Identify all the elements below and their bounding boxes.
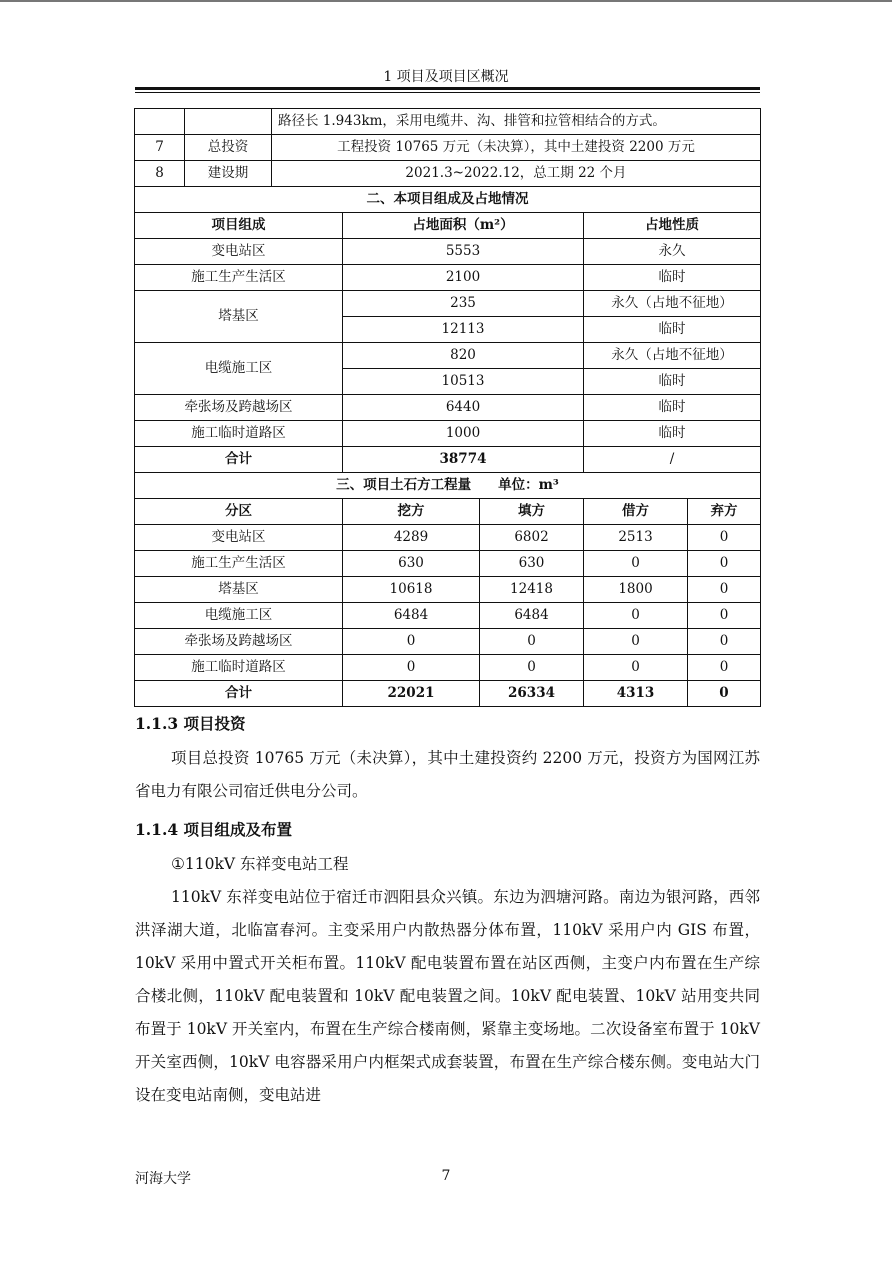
section-title-row — [135, 473, 761, 499]
table-row — [135, 291, 761, 317]
cell-type: 永久（占地不征地） — [584, 291, 761, 317]
total-row — [135, 447, 761, 473]
table-row — [135, 395, 761, 421]
paragraph-text: 项目总投资 10765 万元（未决算），其中土建投资约 2200 万元，投资方为国网江苏省电力有限公司宿迁供电分公司。 — [135, 749, 760, 800]
cell-value: 0 — [343, 655, 480, 681]
cell-area: 235 — [343, 291, 584, 317]
cell-value: 0 — [584, 629, 688, 655]
cell-type: 临时 — [584, 421, 761, 447]
cell-value: 0 — [688, 577, 761, 603]
section-title-row — [135, 187, 761, 213]
section-heading-1-1-4: 1.1.4 项目组成及布置 — [135, 820, 293, 839]
column-header: 占地性质 — [584, 213, 761, 239]
paragraph-text: 110kV 东祥变电站位于宿迁市泗阳县众兴镇。东边为泗塘河路。南边为银河路，西邻洪泽湖大道，北临富春河。主变采用户内散热器分体布置，110kV 采用户内 GIS 布置，10kV 采用中置式开关柜布置。110kV 配电装置布置在站区西侧，主变户内布置在生产综合楼北侧，110kV 配电装置和 10kV 配电装置之间。10kV 配电装置、10kV 站用变共同布置于 10kV 开关室内，布置在生产综合楼南侧，紧靠主变场地。二次设备室布置于 10kV 开关室西侧，10kV 电容器采用户内框架式成套装置，布置在生产综合楼东侧。变电站大门设在变电站南侧，变电站进 — [135, 888, 760, 1104]
cell-area: 820 — [343, 343, 584, 369]
cell-value: 10618 — [343, 577, 480, 603]
cell-type: 临时 — [584, 317, 761, 343]
cell-area: 2100 — [343, 265, 584, 291]
table-row — [135, 161, 761, 187]
cell-value: 0 — [688, 629, 761, 655]
table-row — [135, 655, 761, 681]
cell-value: 4289 — [343, 525, 480, 551]
column-header: 分区 — [135, 499, 343, 525]
cell-value: 0 — [688, 551, 761, 577]
cell-value: 0 — [688, 655, 761, 681]
cell-zone: 施工临时道路区 — [135, 655, 343, 681]
table-row — [135, 239, 761, 265]
cell-type: 永久 — [584, 239, 761, 265]
row-label: 总投资 — [185, 135, 272, 161]
layout-paragraph — [135, 848, 760, 1112]
cell-zone: 塔基区 — [135, 577, 343, 603]
cell-zone: 牵张场及跨越场区 — [135, 629, 343, 655]
section-title: 二、本项目组成及占地情况 — [135, 187, 761, 213]
subheading: ①110kV 东祥变电站工程 — [171, 855, 349, 873]
footer-university: 河海大学 — [135, 1171, 191, 1187]
column-header: 项目组成 — [135, 213, 343, 239]
column-header: 挖方 — [343, 499, 480, 525]
total-type: / — [584, 447, 761, 473]
cell-name: 塔基区 — [135, 291, 343, 343]
total-row — [135, 681, 761, 707]
cell-value: 0 — [688, 603, 761, 629]
cell-value: 2513 — [584, 525, 688, 551]
cell-name: 电缆施工区 — [135, 343, 343, 395]
cell-area: 1000 — [343, 421, 584, 447]
cell-type: 临时 — [584, 369, 761, 395]
cell-area: 6440 — [343, 395, 584, 421]
cell-zone: 变电站区 — [135, 525, 343, 551]
table-row — [135, 629, 761, 655]
cell-value: 0 — [584, 655, 688, 681]
cell-value: 6802 — [480, 525, 584, 551]
cell-name: 施工临时道路区 — [135, 421, 343, 447]
row-number: 7 — [135, 135, 185, 161]
row-label — [185, 109, 272, 135]
cell-value: 0 — [584, 603, 688, 629]
cell-area: 5553 — [343, 239, 584, 265]
cell-value: 630 — [480, 551, 584, 577]
table-row — [135, 577, 761, 603]
row-number — [135, 109, 185, 135]
column-header: 占地面积（m²） — [343, 213, 584, 239]
cell-zone: 电缆施工区 — [135, 603, 343, 629]
total-label: 合计 — [135, 681, 343, 707]
total-value: 26334 — [480, 681, 584, 707]
table-row — [135, 421, 761, 447]
section-heading-1-1-3: 1.1.3 项目投资 — [135, 714, 246, 733]
cell-value: 6484 — [343, 603, 480, 629]
total-value: 0 — [688, 681, 761, 707]
table-header-row — [135, 213, 761, 239]
row-text: 路径长 1.943km，采用电缆井、沟、排管和拉管相结合的方式。 — [272, 109, 761, 135]
total-value: 22021 — [343, 681, 480, 707]
table-row — [135, 343, 761, 369]
table-row — [135, 551, 761, 577]
table-row — [135, 109, 761, 135]
row-text: 2021.3~2022.12，总工期 22 个月 — [272, 161, 761, 187]
cell-value: 0 — [480, 629, 584, 655]
header-rule-thin — [135, 92, 760, 93]
total-area: 38774 — [343, 447, 584, 473]
cell-type: 临时 — [584, 265, 761, 291]
page-header: 1 项目及项目区概况 — [383, 69, 509, 85]
cell-name: 变电站区 — [135, 239, 343, 265]
cell-type: 临时 — [584, 395, 761, 421]
column-header: 填方 — [480, 499, 584, 525]
cell-value: 0 — [343, 629, 480, 655]
total-label: 合计 — [135, 447, 343, 473]
cell-value: 0 — [584, 551, 688, 577]
cell-area: 10513 — [343, 369, 584, 395]
cell-value: 6484 — [480, 603, 584, 629]
total-value: 4313 — [584, 681, 688, 707]
investment-paragraph — [135, 742, 760, 808]
cell-name: 牵张场及跨越场区 — [135, 395, 343, 421]
cell-type: 永久（占地不征地） — [584, 343, 761, 369]
page-number: 7 — [441, 1168, 451, 1184]
project-summary-table — [134, 108, 761, 707]
table-row — [135, 265, 761, 291]
row-number: 8 — [135, 161, 185, 187]
top-border — [0, 0, 892, 2]
column-header: 弃方 — [688, 499, 761, 525]
header-rule-thick — [135, 87, 760, 90]
table-row — [135, 525, 761, 551]
column-header: 借方 — [584, 499, 688, 525]
cell-value: 0 — [688, 525, 761, 551]
table-header-row — [135, 499, 761, 525]
section-title: 三、项目土石方工程量 单位：m³ — [135, 473, 761, 499]
cell-value: 0 — [480, 655, 584, 681]
table-row — [135, 135, 761, 161]
cell-value: 1800 — [584, 577, 688, 603]
row-label: 建设期 — [185, 161, 272, 187]
table-row — [135, 603, 761, 629]
cell-value: 12418 — [480, 577, 584, 603]
row-text: 工程投资 10765 万元（未决算），其中土建投资 2200 万元 — [272, 135, 761, 161]
cell-value: 630 — [343, 551, 480, 577]
cell-area: 12113 — [343, 317, 584, 343]
cell-name: 施工生产生活区 — [135, 265, 343, 291]
cell-zone: 施工生产生活区 — [135, 551, 343, 577]
